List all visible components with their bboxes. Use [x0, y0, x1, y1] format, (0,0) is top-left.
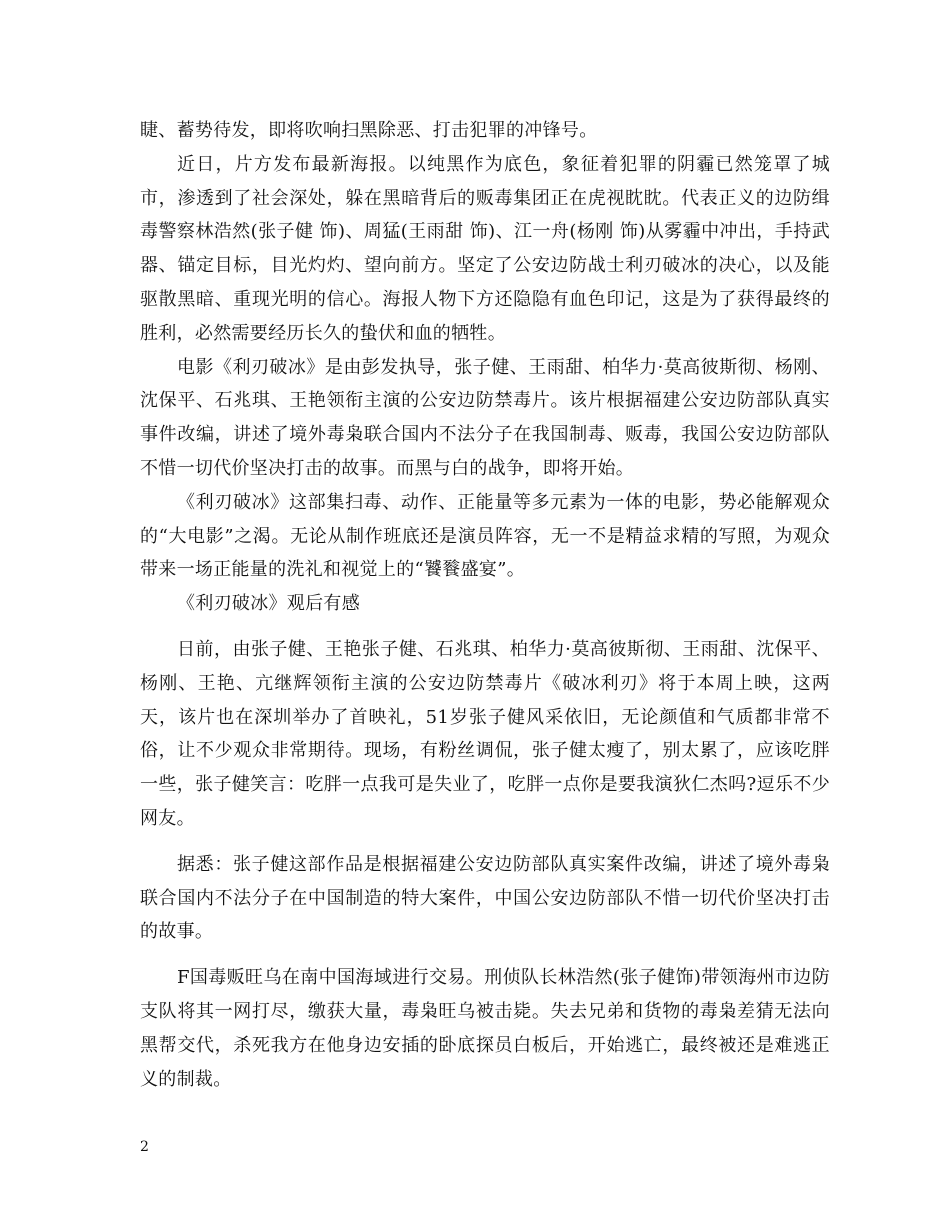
- paragraph-7: F国毒贩旺乌在南中国海域进行交易。刑侦队长林浩然(张子健饰)带领海州市边防支队将其一网打尽，缴获大量，毒枭旺乌被击毙。失去兄弟和货物的毒枭差猜无法向黑帮交代，杀死我方在他身边安插的卧底探员白板后，开始逃亡，最终被还是难逃正义的制裁。: [140, 967, 830, 1090]
- paragraph-2: 近日，片方发布最新海报。以纯黑作为底色，象征着犯罪的阴霾已然笼罩了城市，渗透到了社会深处，躲在黑暗背后的贩毒集团正在虎视眈眈。代表正义的边防缉毒警察林浩然(张子健 饰)、周猛(王雨甜 饰)、江一舟(杨刚 饰)从雾霾中冲出，手持武器、锚定目标，目光灼灼、望向前方。坚定了公安边防战士利刃破冰的决心，以及能驱散黑暗、重现光明的信心。海报人物下方还隐隐有血色印记，这是为了获得最终的胜利，必然需要经历长久的蛰伏和血的牺牲。: [140, 153, 830, 344]
- paragraph-6: 据悉：张子健这部作品是根据福建公安边防部队真实案件改编，讲述了境外毒枭联合国内不法分子在中国制造的特大案件，中国公安边防部队不惜一切代价坚决打击的故事。: [140, 853, 830, 943]
- body-text: [140, 114, 830, 1096]
- paragraph-5: 日前，由张子健、王艳张子健、石兆琪、柏华力·莫高彼斯彻、王雨甜、沈保平、杨刚、王艳、亢继辉领衔主演的公安边防禁毒片《破冰利刃》将于本周上映，这两天，该片也在深圳举办了首映礼，51岁张子健风采依旧，无论颜值和气质都非常不俗，让不少观众非常期待。现场，有粉丝调侃，张子健太瘦了，别太累了，应该吃胖一些，张子健笑言：吃胖一点我可是失业了，吃胖一点你是要我演狄仁杰吗?逗乐不少网友。: [140, 638, 830, 829]
- paragraph-4: 《利刃破冰》这部集扫毒、动作、正能量等多元素为一体的电影，势必能解观众的“大电影”之渴。无论从制作班底还是演员阵容，无一不是精益求精的写照，为观众带来一场正能量的洗礼和视觉上的“饕餮盛宴”。: [140, 491, 830, 581]
- paragraph-1: 睫、蓄势待发，即将吹响扫黑除恶、打击犯罪的冲锋号。: [140, 120, 598, 141]
- paragraph-3: 电影《利刃破冰》是由彭发执导，张子健、王雨甜、柏华力·莫高彼斯彻、杨刚、沈保平、石兆琪、王艳领衔主演的公安边防禁毒片。该片根据福建公安边防部队真实事件改编，讲述了境外毒枭联合国内不法分子在我国制毒、贩毒，我国公安边防部队不惜一切代价坚决打击的故事。而黑与白的战争，即将开始。: [140, 356, 830, 479]
- section-heading: 《利刃破冰》观后有感: [177, 593, 360, 615]
- page-number: 2: [140, 1139, 149, 1155]
